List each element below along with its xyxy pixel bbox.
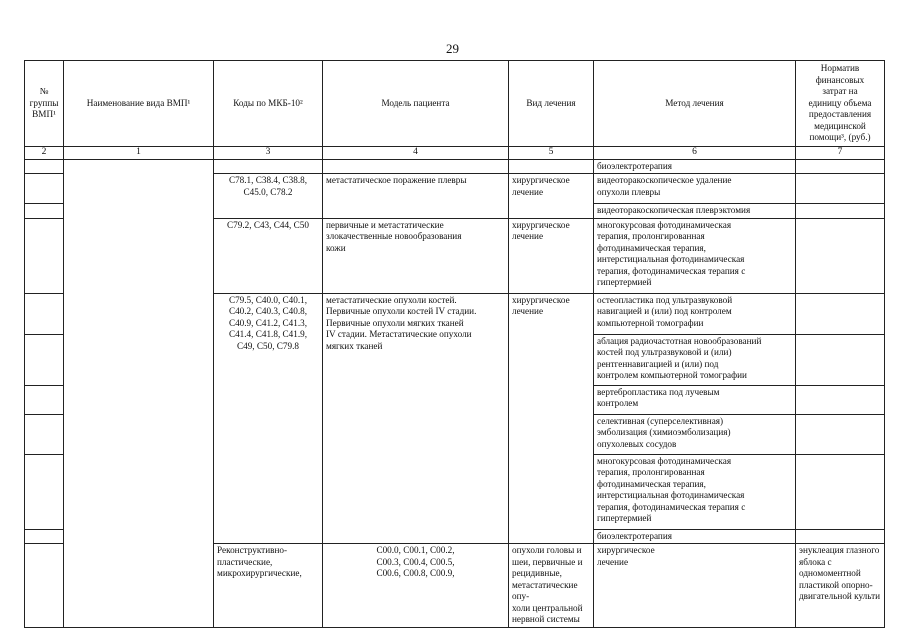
- cost-cell: [796, 218, 885, 293]
- group-no-cell: [25, 293, 64, 334]
- header-cost-standard: Норматив финансовых затрат на единицу объема предоставления медицинской помощи³, (руб.): [796, 61, 885, 147]
- column-number: 1: [64, 147, 214, 160]
- cost-cell: [796, 159, 885, 174]
- method-cell: видеоторакоскопическое удаление опухоли плевры: [594, 174, 796, 204]
- header-group-no: № группы ВМП¹: [25, 61, 64, 147]
- cost-cell: [796, 293, 885, 334]
- group-no-cell: [25, 159, 64, 174]
- method-cell: вертебропластика под лучевым контролем: [594, 385, 796, 414]
- column-number: 7: [796, 147, 885, 160]
- cost-cell: [796, 204, 885, 219]
- column-number: 5: [509, 147, 594, 160]
- group-no-cell: [25, 529, 64, 544]
- method-cell: остеопластика под ультразвуковой навигацией и (или) под контролем компьютерной томографии: [594, 293, 796, 334]
- group-no-cell: [25, 334, 64, 385]
- group-no-cell: [25, 544, 64, 628]
- patient-model-cell: метастатическое поражение плевры: [323, 174, 509, 219]
- icd-cell: C00.0, C00.1, C00.2, C00.3, C00.4, C00.5, C00.6, C00.8, C00.9,: [323, 544, 509, 628]
- method-cell: аблация радиочастотная новообразований костей под ультразвуковой и (или) рентгеннавигацией и (или) под контролем компьютерной томографии: [594, 334, 796, 385]
- table-row: [25, 159, 885, 174]
- method-cell: многокурсовая фотодинамическая терапия, пролонгированная фотодинамическая терапия, интерстициальная фотодинамическая терапия, фотодинамическая терапия с гипертермией: [594, 454, 796, 529]
- method-cell: энуклеация глазного яблока с одномоментной пластикой опорно- двигательной культи: [796, 544, 885, 628]
- patient-model-cell: [323, 159, 509, 174]
- treatment-type-cell: хирургическое лечение: [509, 293, 594, 544]
- column-number: 4: [323, 147, 509, 160]
- patient-model-cell: первичные и метастатические злокачественные новообразования кожи: [323, 218, 509, 293]
- header-patient-model: Модель пациента: [323, 61, 509, 147]
- treatment-type-cell: [509, 159, 594, 174]
- header-treatment-type: Вид лечения: [509, 61, 594, 147]
- group-no-cell: [25, 174, 64, 204]
- vmp-name-cell: [64, 159, 214, 627]
- cost-cell: [796, 529, 885, 544]
- icd-cell: [214, 159, 323, 174]
- group-no-cell: [25, 454, 64, 529]
- treatment-type-cell: хирургическое лечение: [594, 544, 796, 628]
- patient-model-cell: метастатические опухоли костей. Первичные опухоли костей IV стадии. Первичные опухоли мягких тканей IV стадии. Метастатические опухоли мягких тканей: [323, 293, 509, 544]
- patient-model-cell: опухоли головы и шеи, первичные и рецидивные, метастатические опу- холи центральной нервной системы: [509, 544, 594, 628]
- method-cell: многокурсовая фотодинамическая терапия, пролонгированная фотодинамическая терапия, интерстициальная фотодинамическая терапия, фотодинамическая терапия с гипертермией: [594, 218, 796, 293]
- group-no-cell: [25, 385, 64, 414]
- method-cell: селективная (суперселективная) эмболизация (химиоэмболизация) опухолевых сосудов: [594, 414, 796, 454]
- icd-cell: C79.5, C40.0, C40.1, C40.2, C40.3, C40.8, C40.9, C41.2, C41.3, C41.4, C41.8, C41.9, C49, C50, C79.8: [214, 293, 323, 544]
- vmp-name-cell: Реконструктивно- пластические, микрохирургические,: [214, 544, 323, 628]
- cost-cell: [796, 414, 885, 454]
- header-icd-codes: Коды по МКБ-10²: [214, 61, 323, 147]
- treatment-type-cell: хирургическое лечение: [509, 218, 594, 293]
- icd-cell: C79.2, C43, C44, C50: [214, 218, 323, 293]
- group-no-cell: [25, 414, 64, 454]
- header-treatment-method: Метод лечения: [594, 61, 796, 147]
- header-vmp-name: Наименование вида ВМП¹: [64, 61, 214, 147]
- header-row: [25, 61, 885, 147]
- cost-cell: [796, 174, 885, 204]
- page-number: 29: [446, 41, 459, 56]
- treatment-type-cell: хирургическое лечение: [509, 174, 594, 219]
- method-cell: биоэлектротерапия: [594, 159, 796, 174]
- group-no-cell: [25, 204, 64, 219]
- method-cell: биоэлектротерапия: [594, 529, 796, 544]
- column-number: 6: [594, 147, 796, 160]
- column-number: 2: [25, 147, 64, 160]
- column-number: 3: [214, 147, 323, 160]
- column-number-row: [25, 147, 885, 160]
- icd-cell: C78.1, C38.4, C38.8, C45.0, C78.2: [214, 174, 323, 219]
- vmp-table: [24, 60, 885, 628]
- group-no-cell: [25, 218, 64, 293]
- method-cell: видеоторакоскопическая плеврэктомия: [594, 204, 796, 219]
- cost-cell: [796, 334, 885, 385]
- cost-cell: [796, 385, 885, 414]
- cost-cell: [796, 454, 885, 529]
